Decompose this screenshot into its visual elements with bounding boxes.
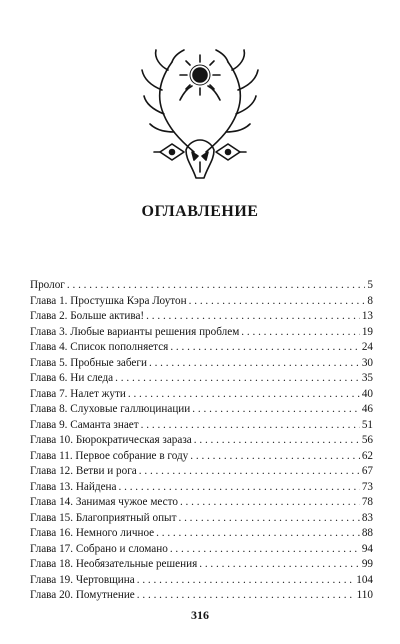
toc-entry-label: Глава 8. Слуховые галлюцинации bbox=[30, 403, 191, 415]
toc-entry-label: Глава 12. Ветви и рога bbox=[30, 465, 137, 477]
toc-entry-label: Глава 4. Список пополняется bbox=[30, 341, 169, 353]
toc-leader-dots bbox=[146, 309, 360, 325]
toc-entry bbox=[30, 418, 373, 434]
toc-entry-label: Глава 7. Налет жути bbox=[30, 387, 126, 400]
toc-entry bbox=[30, 294, 373, 310]
toc-entry-page: 30 bbox=[361, 356, 373, 369]
toc-entry-label: Глава 17. Собрано и сломано bbox=[30, 542, 168, 555]
toc-entry bbox=[30, 309, 373, 325]
right-antler-icon bbox=[206, 50, 258, 152]
toc-entry bbox=[30, 480, 373, 496]
toc-entry-page: 94 bbox=[361, 542, 373, 555]
toc-entry bbox=[30, 588, 373, 604]
toc-leader-dots bbox=[194, 433, 360, 449]
skull-icon bbox=[186, 140, 214, 178]
toc-entry-page: 40 bbox=[361, 387, 373, 400]
toc-entry-label: Пролог bbox=[30, 279, 65, 291]
toc-entry bbox=[30, 449, 373, 465]
toc-entry-page: 62 bbox=[361, 449, 373, 462]
toc-leader-dots bbox=[180, 495, 360, 511]
toc-leader-dots bbox=[241, 325, 360, 341]
toc-entry bbox=[30, 402, 373, 418]
toc-entry-page: 5 bbox=[367, 279, 373, 291]
toc-leader-dots bbox=[178, 511, 359, 527]
toc-entry-label: Глава 18. Необязательные решения bbox=[30, 558, 198, 570]
page-number: 316 bbox=[191, 608, 209, 622]
toc-entry-label: Глава 20. Помутнение bbox=[30, 589, 135, 601]
toc-entry bbox=[30, 325, 373, 341]
toc-leader-dots bbox=[128, 387, 360, 403]
toc-entry bbox=[30, 387, 373, 403]
toc-entry-page: 99 bbox=[361, 558, 373, 570]
toc-entry-label: Глава 6. Ни следа bbox=[30, 372, 114, 384]
toc-entry-label: Глава 16. Немного личное bbox=[30, 527, 155, 539]
toc-leader-dots bbox=[189, 294, 366, 310]
toc-entry-label: Глава 19. Чертовщина bbox=[30, 573, 135, 586]
toc-entry bbox=[30, 542, 373, 558]
toc-entry bbox=[30, 278, 373, 294]
page-title: ОГЛАВЛЕНИЕ bbox=[141, 203, 259, 220]
toc-entry-page: 35 bbox=[361, 372, 373, 384]
toc-entry bbox=[30, 573, 373, 589]
toc-leader-dots bbox=[156, 526, 360, 542]
toc-entry-page: 19 bbox=[361, 325, 373, 338]
toc-entry-page: 104 bbox=[356, 573, 373, 586]
toc-entry-page: 110 bbox=[356, 589, 373, 601]
toc-entry-label: Глава 2. Больше актива! bbox=[30, 310, 145, 322]
toc-leader-dots bbox=[141, 418, 360, 434]
toc-entry-label: Глава 9. Саманта знает bbox=[30, 418, 139, 431]
toc-entry-label: Глава 1. Простушка Кэра Лоутон bbox=[30, 294, 187, 307]
toc-leader-dots bbox=[199, 557, 360, 573]
toc-entry-page: 67 bbox=[361, 465, 373, 477]
toc-leader-dots bbox=[67, 278, 366, 294]
toc-entry-page: 8 bbox=[367, 294, 373, 307]
toc-entry-page: 46 bbox=[361, 403, 373, 415]
toc-entry bbox=[30, 464, 373, 480]
toc-entry-page: 73 bbox=[361, 480, 373, 493]
toc-entry bbox=[30, 526, 373, 542]
toc-entry-label: Глава 15. Благоприятный опыт bbox=[30, 511, 177, 524]
right-ornament-icon bbox=[216, 144, 246, 160]
toc-entry-page: 78 bbox=[361, 496, 373, 508]
toc-entry-label: Глава 13. Найдена bbox=[30, 480, 117, 493]
toc-entry-label: Глава 5. Пробные забеги bbox=[30, 356, 147, 369]
toc-entry bbox=[30, 371, 373, 387]
toc-leader-dots bbox=[119, 480, 360, 496]
toc-entry bbox=[30, 557, 373, 573]
toc-entry-page: 51 bbox=[361, 418, 373, 431]
toc-leader-dots bbox=[170, 340, 359, 356]
toc-leader-dots bbox=[139, 464, 360, 480]
toc-entry bbox=[30, 433, 373, 449]
left-ornament-icon bbox=[154, 144, 184, 160]
toc-entry-page: 24 bbox=[361, 341, 373, 353]
toc-leader-dots bbox=[137, 588, 355, 604]
toc-leader-dots bbox=[149, 356, 360, 372]
toc-entry-label: Глава 14. Занимая чужое место bbox=[30, 496, 178, 508]
toc-entry-page: 83 bbox=[361, 511, 373, 524]
toc-leader-dots bbox=[170, 542, 360, 558]
toc-leader-dots bbox=[137, 573, 355, 589]
antlers-skull-sun-emblem bbox=[110, 40, 290, 190]
toc-leader-dots bbox=[190, 449, 360, 465]
toc-leader-dots bbox=[115, 371, 360, 387]
toc-entry-page: 88 bbox=[361, 527, 373, 539]
left-antler-icon bbox=[142, 50, 194, 152]
toc-leader-dots bbox=[192, 402, 360, 418]
toc-entry-label: Глава 3. Любые варианты решения проблем bbox=[30, 325, 240, 338]
toc-entry-page: 13 bbox=[361, 310, 373, 322]
toc-entry bbox=[30, 511, 373, 527]
toc-entry-label: Глава 10. Бюрократическая зараза bbox=[30, 434, 192, 446]
sun-icon bbox=[180, 55, 220, 95]
toc-entry bbox=[30, 356, 373, 372]
toc-entry-label: Глава 11. Первое собрание в году bbox=[30, 449, 189, 462]
table-of-contents bbox=[30, 278, 373, 604]
toc-entry-page: 56 bbox=[361, 434, 373, 446]
toc-entry bbox=[30, 340, 373, 356]
toc-entry bbox=[30, 495, 373, 511]
